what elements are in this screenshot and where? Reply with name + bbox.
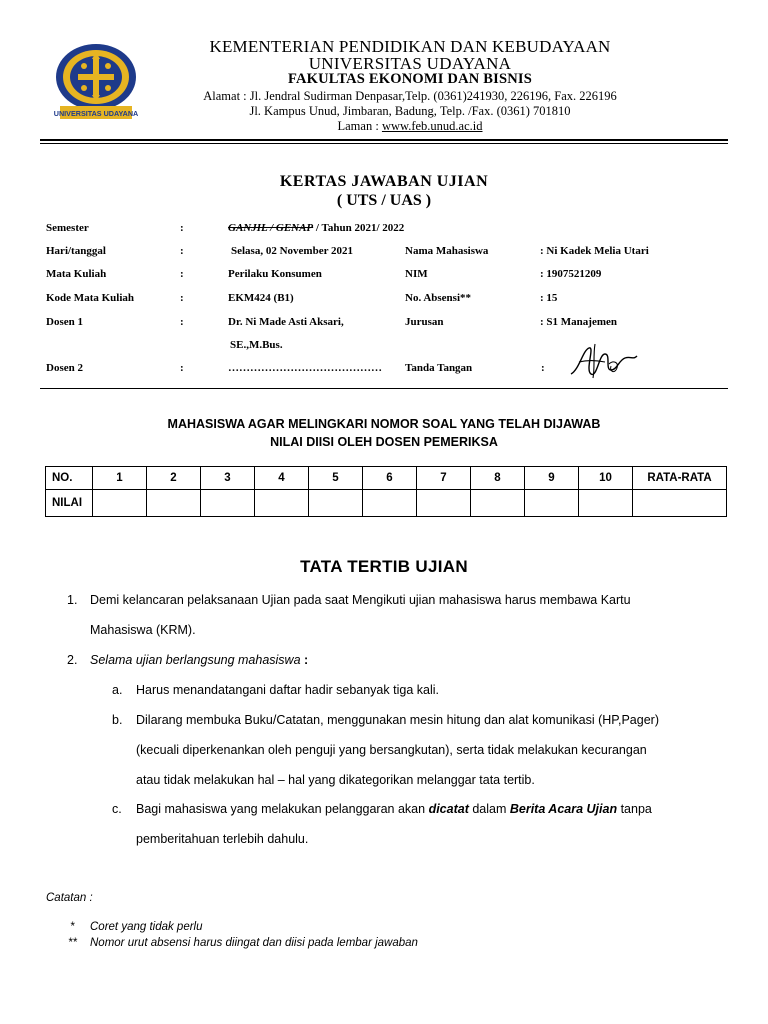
- website-line: [150, 119, 670, 134]
- header-divider-thin: [40, 143, 728, 144]
- rule-c-line-2: pemberitahuan terlebih dahulu.: [136, 832, 309, 846]
- dosen1-colon: :: [180, 316, 184, 328]
- header-cell: 7: [417, 467, 471, 490]
- rule-c-part-1: Bagi mahasiswa yang melakukan pelanggaran akan: [136, 802, 429, 816]
- header-cell: 1: [93, 467, 147, 490]
- semester-value: [228, 222, 404, 234]
- nama-label: Nama Mahasiswa: [405, 245, 489, 257]
- header-cell: 3: [201, 467, 255, 490]
- score-cell[interactable]: [93, 490, 147, 517]
- rule-2-colon: :: [300, 653, 309, 667]
- note-1-mark: *: [70, 921, 75, 933]
- rule-2-text: [90, 653, 308, 667]
- rule-1-line-2: Mahasiswa (KRM).: [90, 623, 196, 637]
- rule-c-part-4: Berita Acara Ujian: [509, 802, 618, 816]
- nilai-label: NILAI: [46, 490, 93, 517]
- document-title: KERTAS JAWABAN UJIAN: [279, 173, 489, 190]
- ministry-name: KEMENTERIAN PENDIDIKAN DAN KEBUDAYAAN: [209, 37, 611, 56]
- rule-c-line-1: [136, 802, 652, 816]
- rule-b-letter: b.: [112, 713, 123, 727]
- rule-1-number: 1.: [67, 593, 78, 607]
- hari-colon: :: [180, 245, 184, 257]
- average-cell[interactable]: [633, 490, 727, 517]
- note-2-mark: **: [68, 937, 77, 949]
- notes-title: Catatan :: [46, 892, 93, 904]
- hari-label: Hari/tanggal: [46, 245, 106, 257]
- rule-b-line-3: atau tidak melakukan hal – hal yang dikategorikan melanggar tata tertib.: [136, 773, 535, 787]
- dosen2-label: Dosen 2: [46, 362, 83, 374]
- header-cell: NO.: [46, 467, 93, 490]
- score-table: [45, 466, 727, 517]
- rule-c-letter: c.: [112, 802, 122, 816]
- score-cell[interactable]: [255, 490, 309, 517]
- header-cell: 5: [309, 467, 363, 490]
- score-cell[interactable]: [417, 490, 471, 517]
- rule-a-text: Harus menandatangani daftar hadir sebanyak tiga kali.: [136, 683, 439, 697]
- hari-value: Selasa, 02 November 2021: [231, 245, 354, 257]
- score-cell[interactable]: [579, 490, 633, 517]
- rule-c-part-5: tanpa: [617, 802, 652, 816]
- document-subtitle: ( UTS / UAS ): [336, 192, 432, 209]
- rule-b-line-1: Dilarang membuka Buku/Catatan, menggunakan mesin hitung dan alat komunikasi (HP,Pager): [136, 713, 659, 727]
- signature-colon: :: [541, 362, 545, 374]
- score-cell[interactable]: [471, 490, 525, 517]
- rule-b-line-2: (kecuali diperkenankan oleh penguji yang bersangkutan), serta tidak melakukan kecurangan: [136, 743, 647, 757]
- signature-label: Tanda Tangan: [405, 362, 473, 374]
- semester-struck-option: GANJIL / GENAP: [228, 222, 314, 234]
- rule-a-letter: a.: [112, 683, 123, 697]
- header-divider-thick: [40, 139, 728, 141]
- score-cell[interactable]: [309, 490, 363, 517]
- note-1-text: Coret yang tidak perlu: [90, 921, 203, 933]
- rule-1-line-1: Demi kelancaran pelaksanaan Ujian pada saat Mengikuti ujian mahasiswa harus membawa Kartu: [90, 593, 631, 607]
- address-line-1: Alamat : Jl. Jendral Sudirman Denpasar,Telp. (0361)241930, 226196, Fax. 226196: [203, 89, 617, 103]
- dosen1-title: SE.,M.Bus.: [230, 339, 283, 351]
- header-cell: 4: [255, 467, 309, 490]
- kode-label: Kode Mata Kuliah: [46, 292, 135, 304]
- instruction-line-2: NILAI DIISI OLEH DOSEN PEMERIKSA: [270, 435, 498, 449]
- rule-c-part-2: dicatat: [428, 802, 469, 816]
- university-logo: [48, 40, 144, 122]
- absensi-value: : 15: [540, 292, 558, 304]
- rules-title: TATA TERTIB UJIAN: [300, 557, 468, 576]
- header-cell: 2: [147, 467, 201, 490]
- semester-label: Semester: [46, 222, 89, 234]
- nim-label: NIM: [405, 268, 428, 280]
- address-line-2: Jl. Kampus Unud, Jimbaran, Badung, Telp. /Fax. (0361) 701810: [249, 104, 571, 118]
- mata-kuliah-colon: :: [180, 268, 184, 280]
- university-name: UNIVERSITAS UDAYANA: [308, 54, 512, 73]
- note-2-text: Nomor urut absensi harus diingat dan diisi pada lembar jawaban: [90, 937, 418, 949]
- rule-2-italic: Selama ujian berlangsung mahasiswa: [90, 653, 301, 667]
- score-cell[interactable]: [525, 490, 579, 517]
- score-cell[interactable]: [363, 490, 417, 517]
- dosen1-label: Dosen 1: [46, 316, 83, 328]
- dosen2-colon: :: [180, 362, 184, 374]
- jurusan-label: Jurusan: [405, 316, 444, 328]
- nama-value: : Ni Kadek Melia Utari: [540, 245, 649, 257]
- info-divider: [40, 388, 728, 389]
- kode-value: EKM424 (B1): [228, 292, 294, 304]
- header-cell: 10: [579, 467, 633, 490]
- website-label: Laman :: [337, 119, 382, 133]
- jurusan-value: : S1 Manajemen: [540, 316, 617, 328]
- rule-c-part-3: dalam: [468, 802, 510, 816]
- header-cell: 9: [525, 467, 579, 490]
- dosen1-value: Dr. Ni Made Asti Aksari,: [228, 316, 344, 328]
- header-cell: RATA-RATA: [633, 467, 727, 490]
- score-cell[interactable]: [147, 490, 201, 517]
- header-cell: 8: [471, 467, 525, 490]
- header-cell: 6: [363, 467, 417, 490]
- absensi-label: No. Absensi**: [405, 292, 472, 304]
- mata-kuliah-label: Mata Kuliah: [46, 268, 107, 280]
- score-table-header-row: [46, 467, 727, 490]
- rule-2-number: 2.: [67, 653, 78, 667]
- semester-colon: :: [180, 222, 184, 234]
- kode-colon: :: [180, 292, 184, 304]
- logo-text: UNIVERSITAS UDAYANA: [53, 109, 139, 118]
- website-link[interactable]: www.feb.unud.ac.id: [381, 119, 483, 133]
- mata-kuliah-value: Perilaku Konsumen: [228, 268, 322, 280]
- dosen2-value: ……………………………………: [228, 362, 382, 374]
- score-cell[interactable]: [201, 490, 255, 517]
- score-table-value-row: [46, 490, 727, 517]
- semester-year: / Tahun 2021/ 2022: [313, 222, 405, 234]
- faculty-name: FAKULTAS EKONOMI DAN BISNIS: [287, 71, 533, 87]
- handwritten-signature: [565, 340, 641, 382]
- nim-value: : 1907521209: [540, 268, 602, 280]
- instruction-line-1: MAHASISWA AGAR MELINGKARI NOMOR SOAL YANG TELAH DIJAWAB: [167, 417, 601, 431]
